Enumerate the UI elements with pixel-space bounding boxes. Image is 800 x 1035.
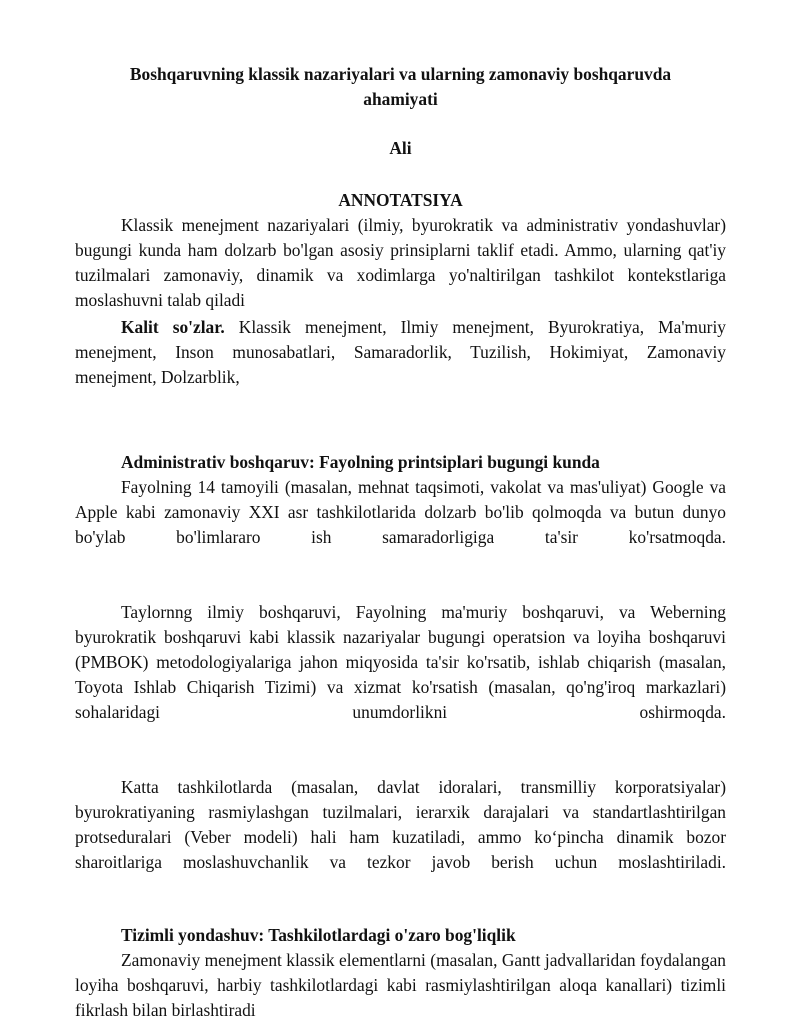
keywords-label: Kalit so'zlar. [121,317,225,337]
section1-paragraph-3: Katta tashkilotlarda (masalan, davlat idoralari, transmilliy korporatsiyalar) byurokratiyaning rasmiylashgan tuzilmalari, ierarxik darajalari va standartlashtirilgan protseduralari (Veber modeli) hali ham kuzatiladi, ammo ko‘pincha dinamik bozor sharoitlariga moslashuvchanlik va tezkor javob berish uchun moslashtiriladi. [75,777,726,872]
section2-paragraph-1: Zamonaviy menejment klassik elementlarni (masalan, Gantt jadvallaridan foydalangan loyiha boshqaruvi, harbiy tashkilotlardagi kabi rasmiylashtirilgan aloqa kanallari) tizimli fikrlash bilan birlashtiradi [75,950,726,1020]
annotation-heading: ANNOTATSIYA [338,190,463,210]
annotation-text: Klassik menejment nazariyalari (ilmiy, byurokratik va administrativ yondashuvlar) bugungi kunda ham dolzarb bo'lgan asosiy prinsiplarni taklif etadi. Ammo, ularning qat'iy tuzilmalari zamonaviy, dinamik va xodimlarga yo'naltirilgan tashkilot kontekstlariga moslashuvni talab qiladi [75,215,726,310]
author-name: Ali [389,138,412,158]
keywords-text: Klassik menejment, Ilmiy menejment, Byurokratiya, Ma'muriy menejment, Inson munosabatlari, Samaradorlik, Tuzilish, Hokimiyat, Zamonaviy menejment, Dolzarblik, [75,317,726,387]
paper-title: Boshqaruvning klassik nazariyalari va ularning zamonaviy boshqaruvda ahamiyati [129,64,672,109]
section1-heading: Administrativ boshqaruv: Fayolning printsiplari bugungi kunda [121,452,600,472]
document-page [75,62,726,1023]
section2-heading: Tizimli yondashuv: Tashkilotlardagi o'zaro bog'liqlik [121,925,516,945]
keywords-paragraph [75,315,726,390]
section1-paragraph-2: Taylornng ilmiy boshqaruvi, Fayolning ma'muriy boshqaruvi, va Weberning byurokratik boshqaruvi kabi klassik nazariyalar bugungi operatsion va loyiha boshqaruvi (PMBOK) metodologiyalariga jahon miqyosida ta'sir ko'rsatib, ishlab chiqarish (masalan, Toyota Ishlab Chiqarish Tizimi) va xizmat ko'rsatish (masalan, qo'ng'iroq markazlari) sohalaridagi unumdorlikni oshirmoqda. [75,602,726,722]
section1-paragraph-1: Fayolning 14 tamoyili (masalan, mehnat taqsimoti, vakolat va mas'uliyat) Google va Apple kabi zamonaviy XXI asr tashkilotlarida dolzarb bo'lib qolmoqda va butun dunyo bo'ylab bo'limlararo ish samaradorligiga ta'sir ko'rsatmoqda. [75,477,726,547]
